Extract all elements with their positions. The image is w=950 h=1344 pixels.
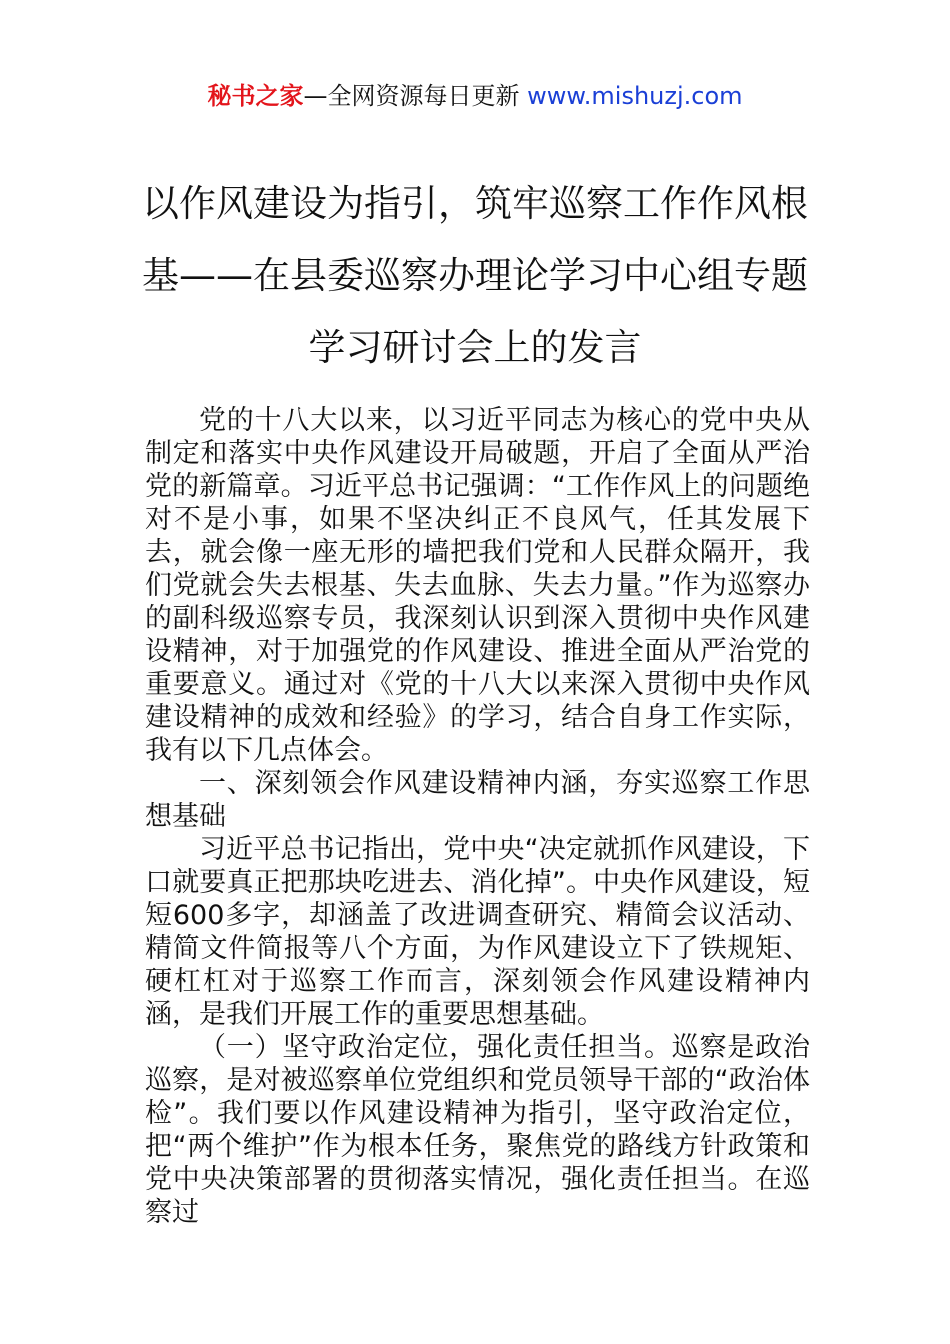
intro-paragraph: 党的十八大以来，以习近平同志为核心的党中央从制定和落实中央作风建设开局破题，开启了全面从严治党的新篇章。习近平总书记强调：“工作作风上的问题绝对不是小事，如果不坚决纠正不良风气，任其发展下去，就会像一座无形的墙把我们党和人民群众隔开，我们党就会失去根基、失去血脉、失去力量。”作为巡察办的副科级巡察专员，我深刻认识到深入贯彻中央作风建设精神，对于加强党的作风建设、推进全面从严治党的重要意义。通过对《党的十八大以来深入贯彻中央作风建设精神的成效和经验》的学习，结合自身工作实际，我有以下几点体会。 — [145, 405, 810, 766]
document-body — [145, 404, 810, 1229]
document-title — [130, 168, 820, 384]
title-line: 以作风建设为指引，筑牢巡察工作作风根 — [142, 182, 808, 225]
site-brand: 秘书之家 — [207, 82, 304, 110]
site-header — [0, 80, 950, 112]
site-tagline: —全网资源每日更新 — [303, 82, 528, 110]
title-line: 基——在县委巡察办理论学习中心组专题 — [142, 254, 808, 297]
site-url-link[interactable]: www.mishuzj.com — [527, 82, 743, 110]
section-heading-1: 一、深刻领会作风建设精神内涵，夯实巡察工作思想基础 — [145, 768, 810, 832]
body-paragraph: 习近平总书记指出，党中央“决定就抓作风建设，下口就要真正把那块吃进去、消化掉”。中央作风建设，短短600多字，却涵盖了改进调查研究、精简会议活动、精简文件简报等八个方面，为作风建设立下了铁规矩、硬杠杠对于巡察工作而言，深刻领会作风建设精神内涵，是我们开展工作的重要思想基础。 — [145, 834, 810, 1030]
title-line: 学习研讨会上的发言 — [308, 326, 642, 369]
subsection-paragraph-1: （一）坚守政治定位，强化责任担当。巡察是政治巡察，是对被巡察单位党组织和党员领导干部的“政治体检”。我们要以作风建设精神为指引，坚守政治定位，把“两个维护”作为根本任务，聚焦党的路线方针政策和党中央决策部署的贯彻落实情况，强化责任担当。在巡察过 — [145, 1032, 810, 1228]
